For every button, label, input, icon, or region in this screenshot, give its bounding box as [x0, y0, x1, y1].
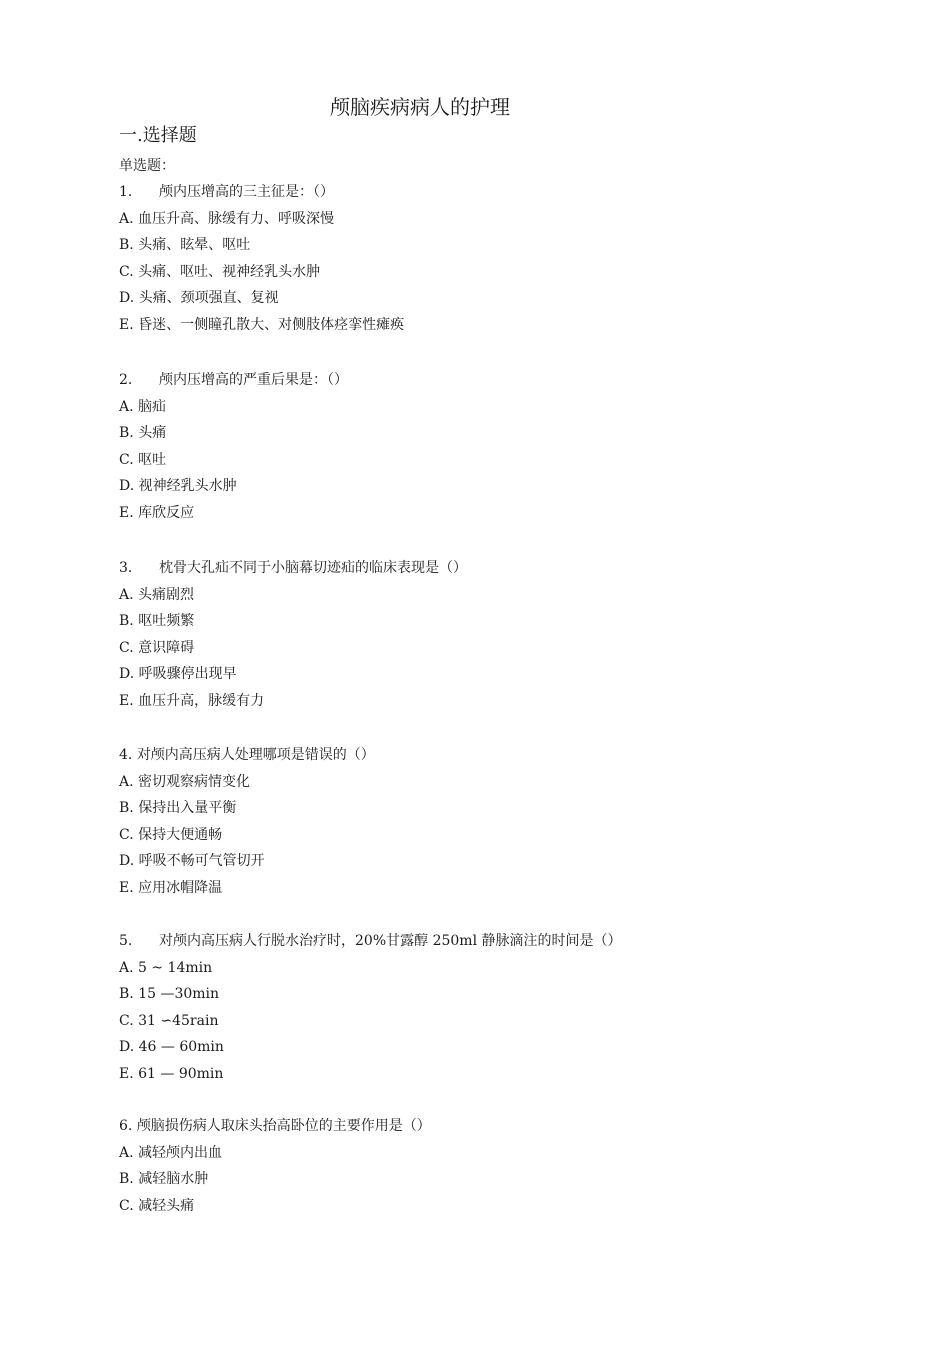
question-text: 颅脑损伤病人取床头抬高卧位的主要作用是（）	[136, 1118, 431, 1134]
question-stem	[119, 370, 819, 397]
question-number: 6.	[119, 1118, 133, 1134]
question-text: 对颅内高压病人行脱水治疗时，20%甘露醇 250ml 静脉滴注的时间是（）	[159, 933, 622, 949]
option-c: C. 呕吐	[119, 451, 167, 468]
question-text: 颅内压增高的严重后果是：（）	[159, 372, 348, 388]
subheading: 单选题：	[119, 158, 175, 174]
option-c: C. 意识障碍	[119, 639, 195, 656]
option-b: B. 保持出入量平衡	[119, 800, 237, 816]
question-stem	[119, 745, 819, 772]
option-a: A. 头痛剧烈	[119, 586, 195, 603]
option-a: A. 血压升高、脉缓有力、呼吸深慢	[119, 210, 335, 227]
option-b: B. 15 —30min	[119, 986, 220, 1002]
option-e: E. 昏迷、一侧瞳孔散大、对侧肢体痉挛性瘫痪	[119, 316, 405, 333]
option-a: A. 密切观察病情变化	[119, 773, 251, 790]
question-number: 4.	[119, 747, 133, 763]
option-b: B. 头痛	[119, 425, 167, 441]
option-b: B. 头痛、眩晕、呕吐	[119, 237, 251, 253]
option-c: C. 保持大便通畅	[119, 826, 223, 843]
option-b: B. 呕吐频繁	[119, 613, 195, 629]
question-number: 1.	[119, 184, 133, 200]
option-d: D. 头痛、颈项强直、复视	[119, 290, 279, 306]
option-d: D. 呼吸骤停出现早	[119, 666, 237, 682]
question-6	[119, 1116, 819, 1222]
page-title: 颅脑疾病病人的护理	[330, 95, 510, 119]
question-5	[119, 931, 819, 1090]
option-c: C. 31 ∽45rain	[119, 1012, 219, 1029]
question-stem	[119, 182, 819, 209]
question-stem	[119, 558, 819, 585]
option-e: E. 血压升高，脉缓有力	[119, 692, 265, 709]
option-d: D. 视神经乳头水肿	[119, 478, 237, 494]
option-e: E. 61 — 90min	[119, 1065, 224, 1082]
option-a: A. 减轻颅内出血	[119, 1144, 223, 1161]
question-number: 3.	[119, 560, 133, 576]
question-stem	[119, 931, 819, 958]
question-number: 5.	[119, 933, 133, 949]
question-text: 颅内压增高的三主征是：（）	[159, 184, 334, 200]
option-c: C. 头痛、呕吐、视神经乳头水肿	[119, 263, 321, 280]
option-b: B. 减轻脑水肿	[119, 1171, 209, 1187]
section-heading: 一.选择题	[119, 125, 197, 146]
question-3	[119, 558, 819, 717]
option-d: D. 46 — 60min	[119, 1039, 224, 1055]
question-text: 枕骨大孔疝不同于小脑幕切迹疝的临床表现是（）	[159, 560, 467, 576]
option-d: D. 呼吸不畅可气管切开	[119, 853, 265, 869]
option-a: A. 脑疝	[119, 398, 167, 415]
option-e: E. 应用冰帽降温	[119, 879, 223, 896]
option-a: A. 5 ~ 14min	[119, 959, 213, 976]
question-number: 2.	[119, 372, 133, 388]
question-4	[119, 745, 819, 904]
question-stem	[119, 1116, 819, 1143]
option-c: C. 减轻头痛	[119, 1197, 195, 1214]
question-2	[119, 370, 819, 529]
option-e: E. 库欣反应	[119, 504, 195, 521]
question-1	[119, 182, 819, 341]
question-text: 对颅内高压病人处理哪项是错误的（）	[136, 747, 375, 763]
